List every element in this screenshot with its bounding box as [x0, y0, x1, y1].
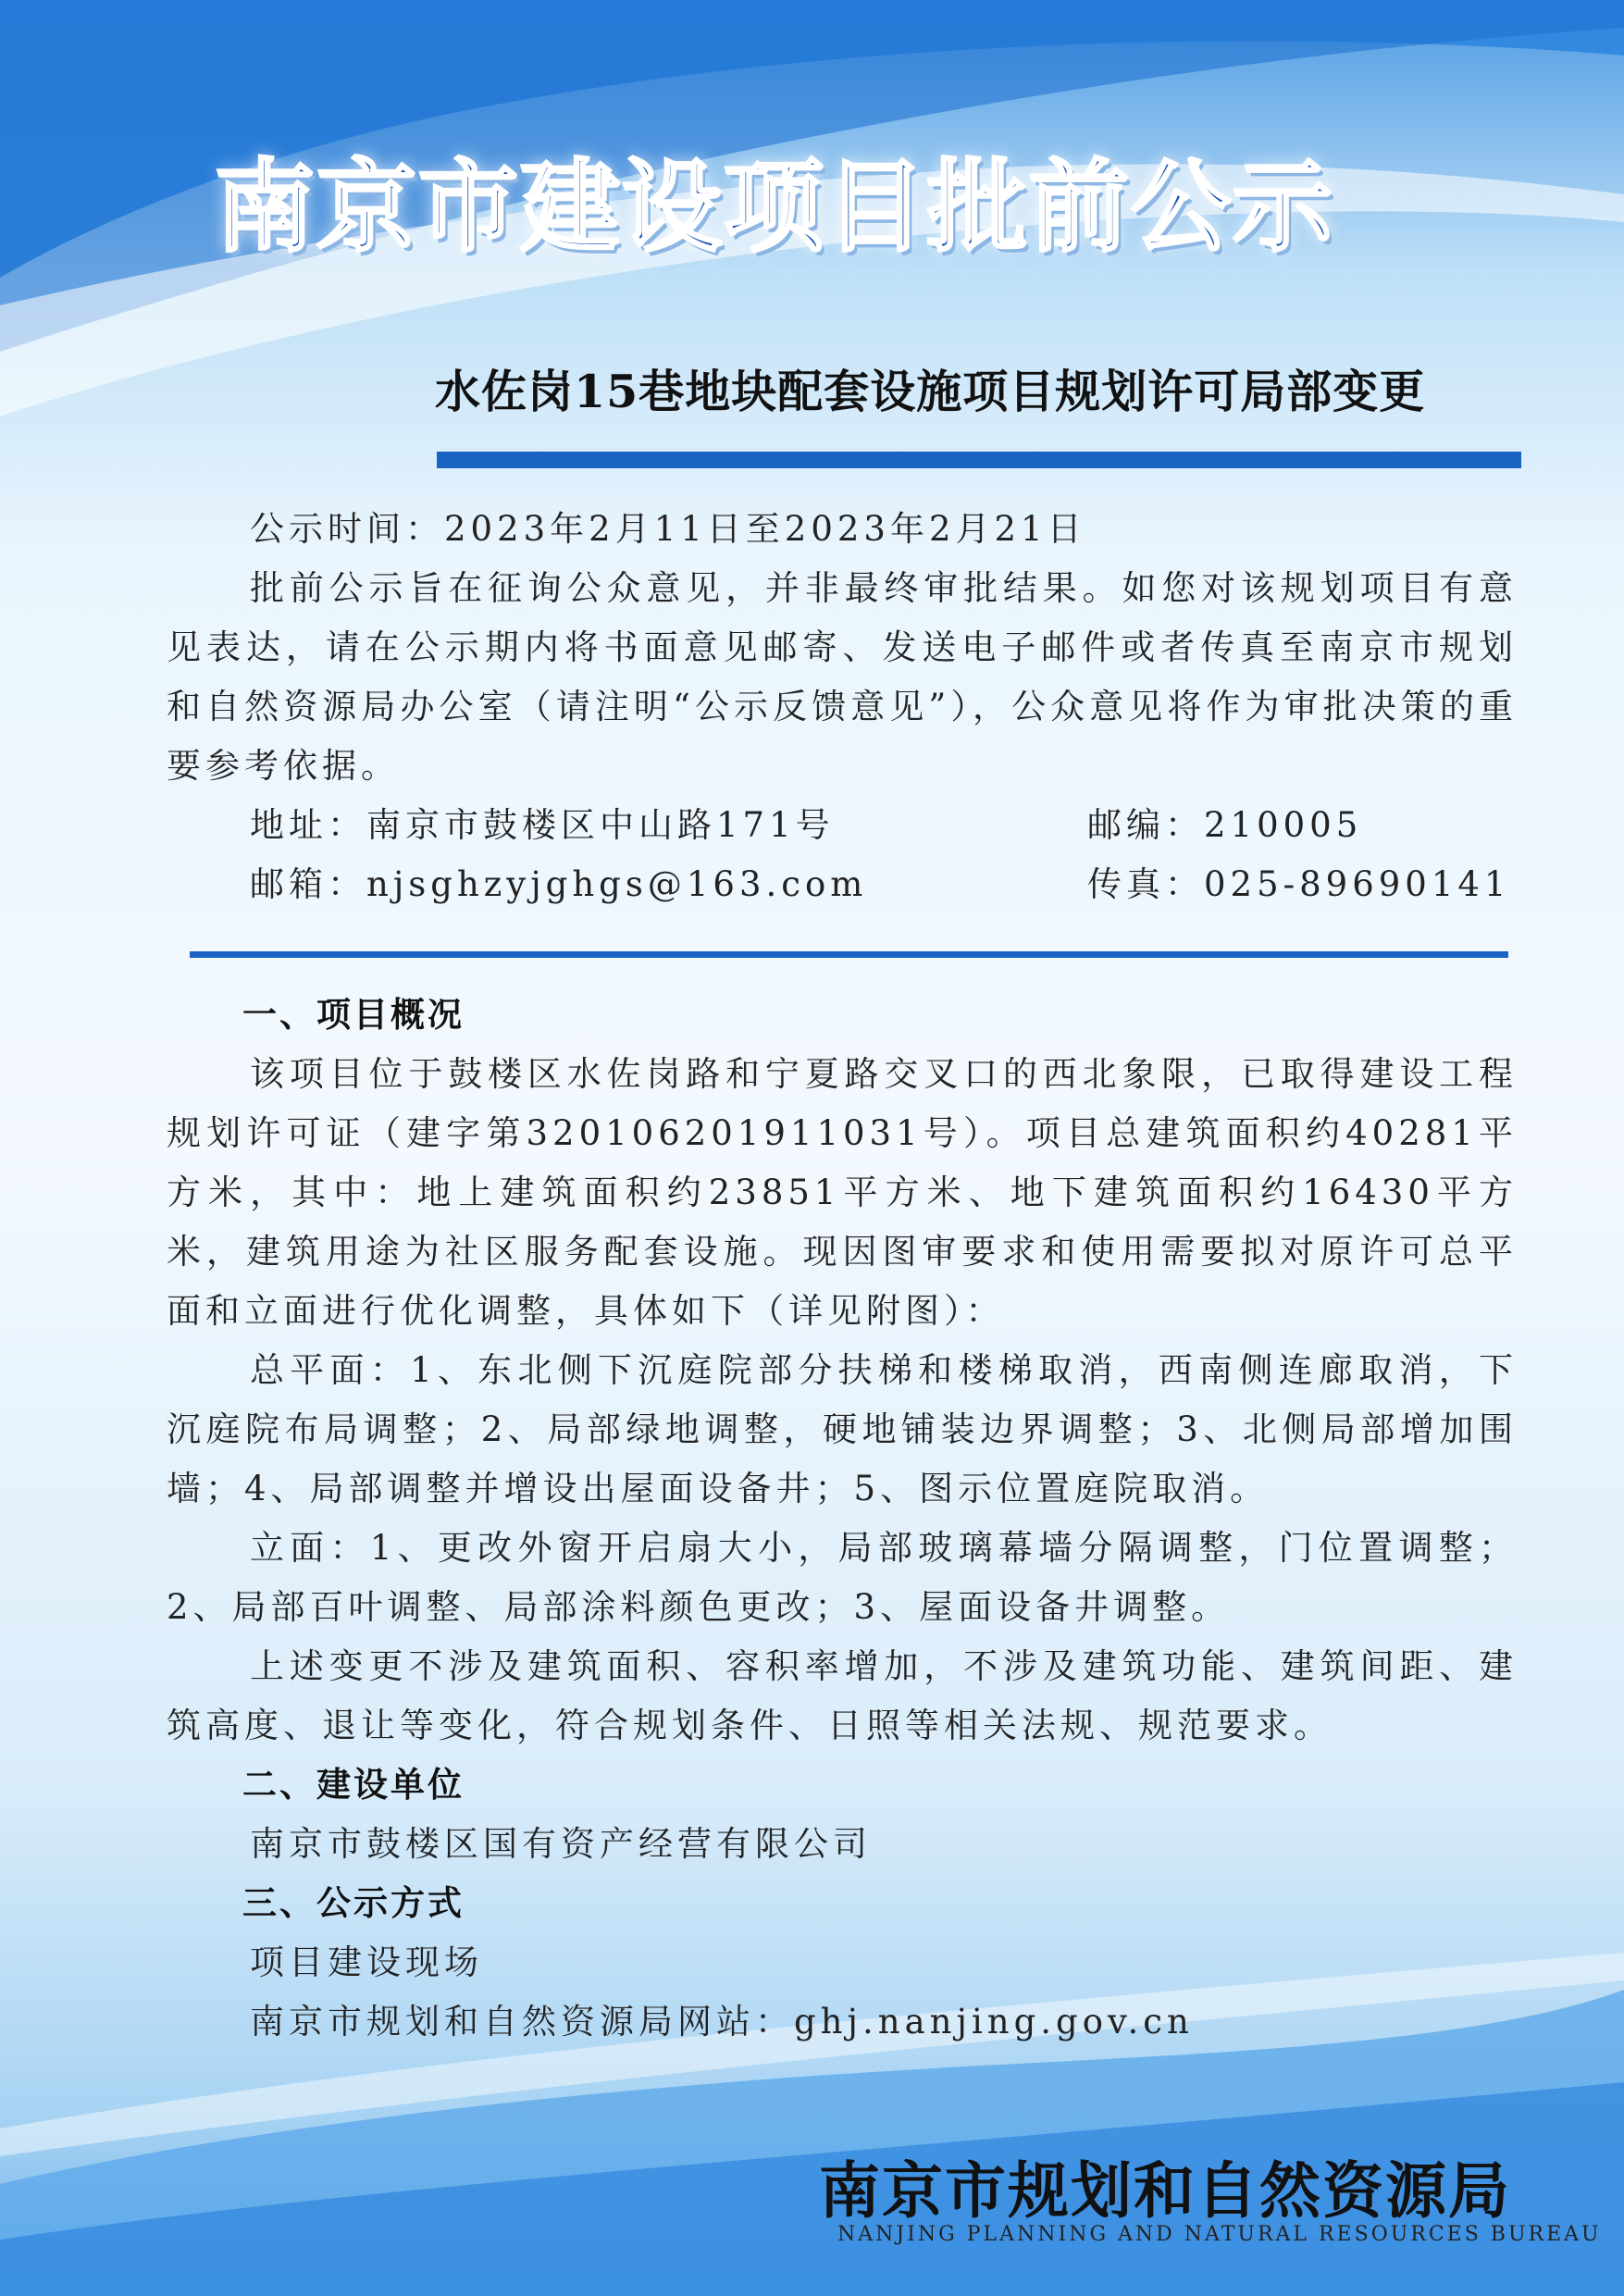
publicity-method-site: 项目建设现场: [250, 1942, 483, 1982]
section-rule: [190, 951, 1508, 958]
postcode: 邮编：210005: [1087, 805, 1363, 845]
notice-block: [167, 500, 1518, 914]
content-block: [167, 986, 1518, 2052]
main-title: 南京市建设项目批前公示: [215, 150, 1335, 266]
publicity-period: 公示时间：2023年2月11日至2023年2月21日: [250, 509, 1086, 549]
footer-org-english: NANJING PLANNING AND NATURAL RESOURCES BUREAU: [837, 2223, 1602, 2246]
construction-unit: 南京市鼓楼区国有资产经营有限公司: [250, 1824, 872, 1864]
section-3-heading: 三、公示方式: [242, 1883, 465, 1923]
address: 地址：南京市鼓楼区中山路171号: [250, 805, 835, 845]
notice-purpose: 批前公示旨在征询公众意见，并非最终审批结果。如您对该规划项目有意见表达，请在公示期内将书面意见邮寄、发送电子邮件或者传真至南京市规划和自然资源局办公室（请注明“公示反馈意见”），公众意见将作为审批决策的重要参考依据。: [167, 568, 1518, 786]
contact-row-2: [167, 855, 1518, 914]
project-subtitle: 水佐岗15巷地块配套设施项目规划许可局部变更: [435, 365, 1426, 418]
section-1-paragraph: 立面：1、更改外窗开启扇大小，局部玻璃幕墙分隔调整，门位置调整；2、局部百叶调整、局部涂料颜色更改；3、屋面设备井调整。: [167, 1528, 1518, 1627]
contact-row-1: [167, 796, 1518, 855]
section-1-paragraph: 上述变更不涉及建筑面积、容积率增加，不涉及建筑功能、建筑间距、建筑高度、退让等变化，符合规划条件、日照等相关法规、规范要求。: [167, 1646, 1518, 1745]
publicity-method-website: 南京市规划和自然资源局网站：ghj.nanjing.gov.cn: [250, 2002, 1194, 2042]
email: 邮箱：njsghzyjghgs@163.com: [250, 864, 868, 904]
title-rule: [437, 452, 1521, 468]
section-2-heading: 二、建设单位: [242, 1765, 465, 1805]
section-1-heading: 一、项目概况: [242, 995, 465, 1035]
fax: 传真：025-89690141: [1087, 864, 1511, 904]
footer-org-name: 南京市规划和自然资源局: [819, 2155, 1511, 2227]
section-1-paragraph: 该项目位于鼓楼区水佐岗路和宁夏路交叉口的西北象限，已取得建设工程规划许可证（建字第320106201911031号）。项目总建筑面积约40281平方米，其中：地上建筑面积约23851平方米、地下建筑面积约16430平方米，建筑用途为社区服务配套设施。现因图审要求和使用需要拟对原许可总平面和立面进行优化调整，具体如下（详见附图）：: [167, 1054, 1518, 1331]
section-1-paragraph: 总平面：1、东北侧下沉庭院部分扶梯和楼梯取消，西南侧连廊取消，下沉庭院布局调整；2、局部绿地调整，硬地铺装边界调整；3、北侧局部增加围墙；4、局部调整并增设出屋面设备井；5、图示位置庭院取消。: [167, 1350, 1518, 1508]
